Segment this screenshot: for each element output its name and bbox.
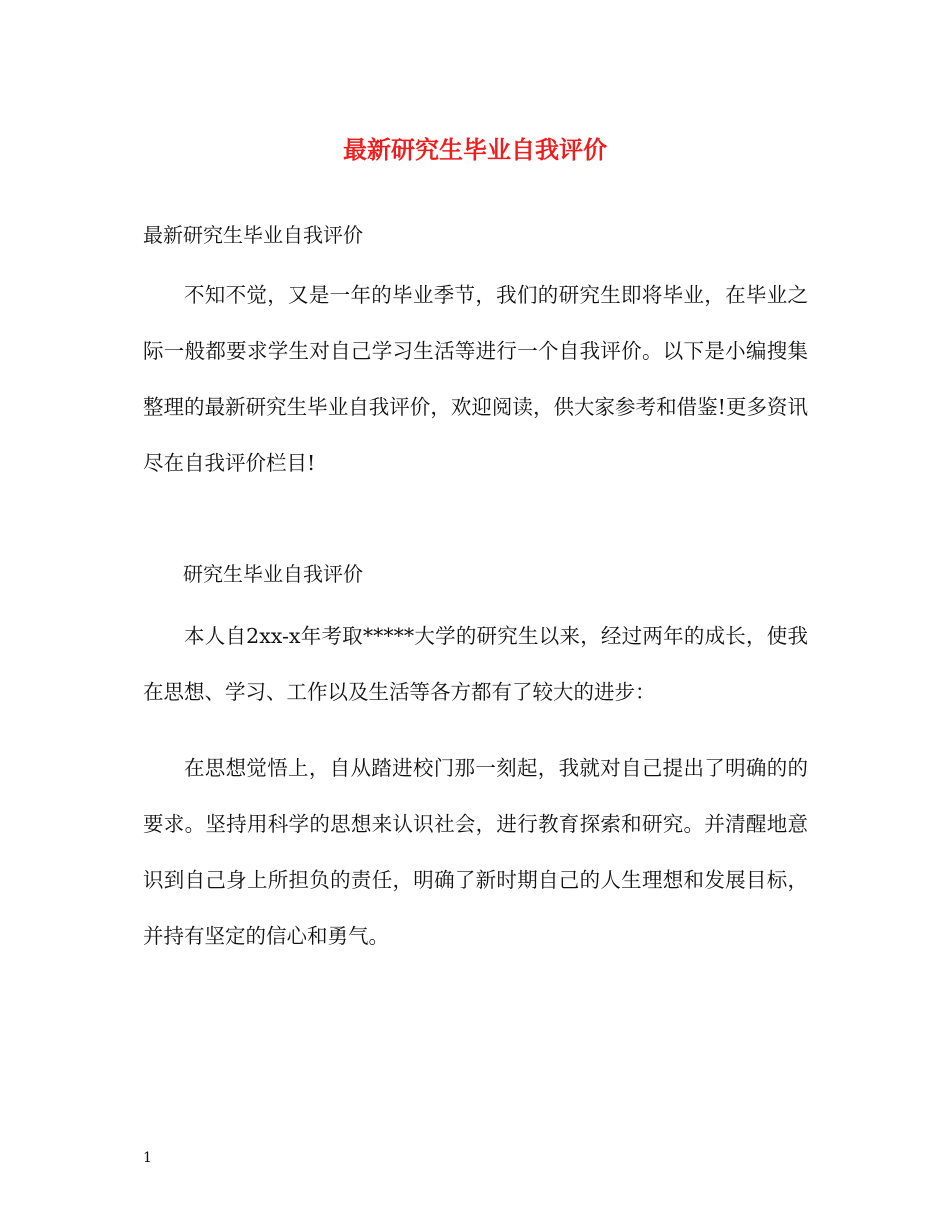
section-heading: 研究生毕业自我评价 bbox=[183, 562, 363, 586]
paragraph-ideology: 在思想觉悟上，自从踏进校门那一刻起，我就对自己提出了明确的的要求。坚持用科学的思想来认识社会，进行教育探索和研究。并清醒地意识到自己身上所担负的责任，明确了新时期自己的人生理想和发展目标，并持有坚定的信心和勇气。 bbox=[143, 756, 808, 948]
paragraph-intro: 不知不觉，又是一年的毕业季节，我们的研究生即将毕业，在毕业之际一般都要求学生对自己学习生活等进行一个自我评价。以下是小编搜集整理的最新研究生毕业自我评价，欢迎阅读，供大家参考和借鉴!更多资讯尽在自我评价栏目! bbox=[143, 283, 808, 475]
page-number: 1 bbox=[143, 1150, 152, 1166]
document-subtitle: 最新研究生毕业自我评价 bbox=[143, 223, 363, 247]
paragraph-overview: 本人自2xx-x年考取*****大学的研究生以来，经过两年的成长，使我在思想、学习、工作以及生活等各方都有了较大的进步： bbox=[143, 624, 808, 704]
document-title: 最新研究生毕业自我评价 bbox=[343, 135, 607, 164]
